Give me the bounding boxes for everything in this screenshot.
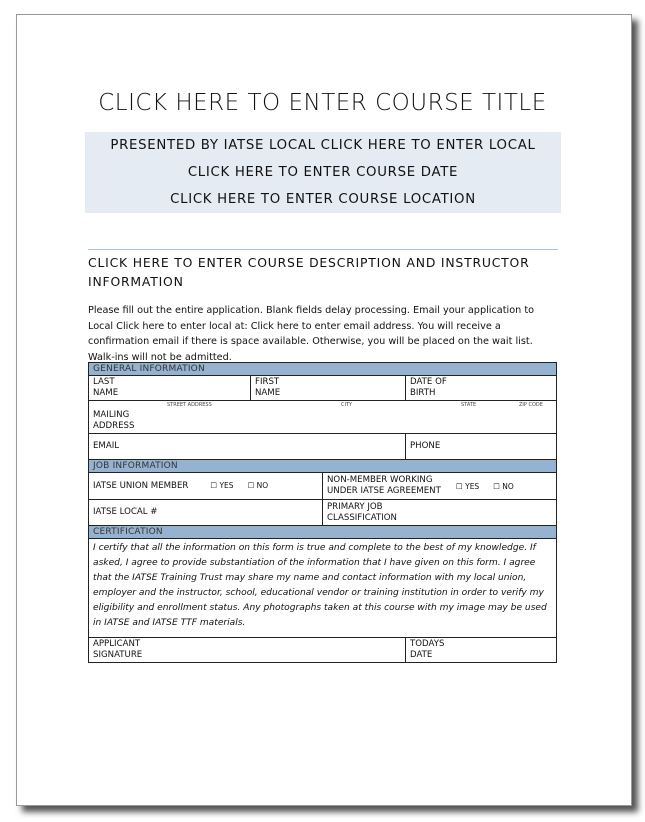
phone-label: PHONE <box>410 441 441 451</box>
email-field[interactable] <box>89 434 406 460</box>
mailing-label: MAILING ADDRESS <box>93 409 135 431</box>
last-name-label: LAST NAME <box>93 377 119 398</box>
primary-job-field[interactable] <box>323 500 557 526</box>
course-location[interactable]: CLICK HERE TO ENTER COURSE LOCATION <box>170 192 476 207</box>
union-member-label: IATSE UNION MEMBER <box>93 481 189 491</box>
instructions-text: Please fill out the entire application. Blank fields delay processing. Email your application to Local Click here to enter local at: Click here to enter email address. You will receive a confirmation email if there is space available. Otherwise, you will be placed on the wait list. Walk-ins will not be admitted. <box>88 305 535 363</box>
general-information-header: GENERAL INFORMATION <box>89 363 557 376</box>
todays-date-label: TODAYS DATE <box>410 639 445 660</box>
street-label: STREET ADDRESS <box>167 402 212 408</box>
nonmember-no-checkbox[interactable]: ☐ NO <box>493 481 514 491</box>
union-no-checkbox[interactable]: ☐ NO <box>247 481 269 490</box>
non-member-field <box>323 473 557 500</box>
job-information-header: JOB INFORMATION <box>89 460 557 473</box>
union-yes-checkbox[interactable]: ☐ YES <box>210 481 234 490</box>
email-label: EMAIL <box>93 441 120 451</box>
nonmember-yes-checkbox[interactable]: ☐ YES <box>456 481 480 491</box>
signature-field[interactable] <box>89 638 406 663</box>
non-member-label: NON-MEMBER WORKING UNDER IATSE AGREEMENT <box>327 475 441 496</box>
certification-text: I certify that all the information on this form is true and complete to the best of my knowledge. If asked, I agree to provide substantiation of the information that I have given on this form. I agree that the IATSE Training Trust may share my name and contact information with my local union, employer and the instructor, school, educational vendor or training institution in order to verify my eligibility and enrollment status. Any photographs taken at this course with my image may be used in IATSE and IATSE TTF materials. <box>89 539 557 638</box>
mailing-address-field[interactable] <box>89 401 557 434</box>
primary-job-label: PRIMARY JOB CLASSIFICATION <box>327 501 397 523</box>
last-name-field[interactable] <box>89 376 251 401</box>
iatse-local-label: IATSE LOCAL # <box>93 507 158 517</box>
application-form <box>88 362 557 663</box>
iatse-local-field[interactable] <box>89 500 323 526</box>
presented-by[interactable]: PRESENTED BY IATSE LOCAL CLICK HERE TO ENTER LOCAL <box>110 138 536 153</box>
signature-label: APPLICANT SIGNATURE <box>93 639 143 660</box>
course-description[interactable]: CLICK HERE TO ENTER COURSE DESCRIPTION AND INSTRUCTOR INFORMATION <box>88 255 530 289</box>
course-info-band <box>85 132 561 213</box>
city-label: CITY <box>341 402 353 408</box>
first-name-label: FIRST NAME <box>255 377 281 398</box>
course-date[interactable]: CLICK HERE TO ENTER COURSE DATE <box>187 165 459 180</box>
todays-date-field[interactable] <box>406 638 557 663</box>
first-name-field[interactable] <box>251 376 406 401</box>
dob-field[interactable] <box>406 376 557 401</box>
zip-label: ZIP CODE <box>519 402 543 408</box>
union-member-field <box>89 473 323 500</box>
phone-field[interactable] <box>406 434 557 460</box>
state-label: STATE <box>461 402 477 408</box>
divider <box>88 249 558 250</box>
course-title[interactable]: CLICK HERE TO ENTER COURSE TITLE <box>98 90 547 116</box>
dob-label: DATE OF BIRTH <box>410 377 447 398</box>
certification-header: CERTIFICATION <box>89 526 557 539</box>
